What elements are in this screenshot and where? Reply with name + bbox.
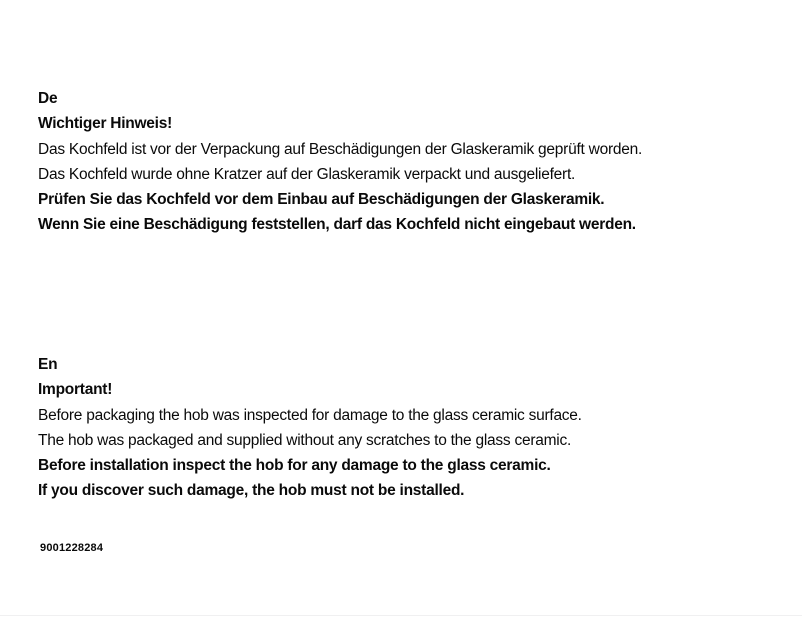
notice-body-line: Das Kochfeld wurde ohne Kratzer auf der Glaskeramik verpackt und ausgeliefert. [38, 165, 576, 183]
notice-heading-en: Important! [38, 381, 113, 399]
notice-warning-line: Prüfen Sie das Kochfeld vor dem Einbau auf Beschädigungen der Glaskeramik. [38, 191, 605, 209]
notice-body-line: Before packaging the hob was inspected for damage to the glass ceramic surface. [38, 406, 582, 424]
language-code-de: De [38, 90, 58, 107]
notice-body-line: Das Kochfeld ist vor der Verpackung auf Beschädigungen der Glaskeramik geprüft worden. [38, 140, 643, 158]
german-notice-section [38, 86, 772, 238]
notice-warning-line: Wenn Sie eine Beschädigung feststellen, darf das Kochfeld nicht eingebaut werden. [38, 216, 636, 234]
english-notice-section [38, 352, 772, 504]
page-bottom-edge [0, 615, 802, 616]
document-part-number: 9001228284 [40, 542, 104, 554]
notice-heading-de: Wichtiger Hinweis! [38, 115, 173, 133]
language-code-en: En [38, 356, 58, 373]
notice-warning-line: If you discover such damage, the hob must not be installed. [38, 482, 465, 500]
notice-body-line: The hob was packaged and supplied without any scratches to the glass ceramic. [38, 431, 572, 449]
notice-warning-line: Before installation inspect the hob for any damage to the glass ceramic. [38, 457, 551, 475]
